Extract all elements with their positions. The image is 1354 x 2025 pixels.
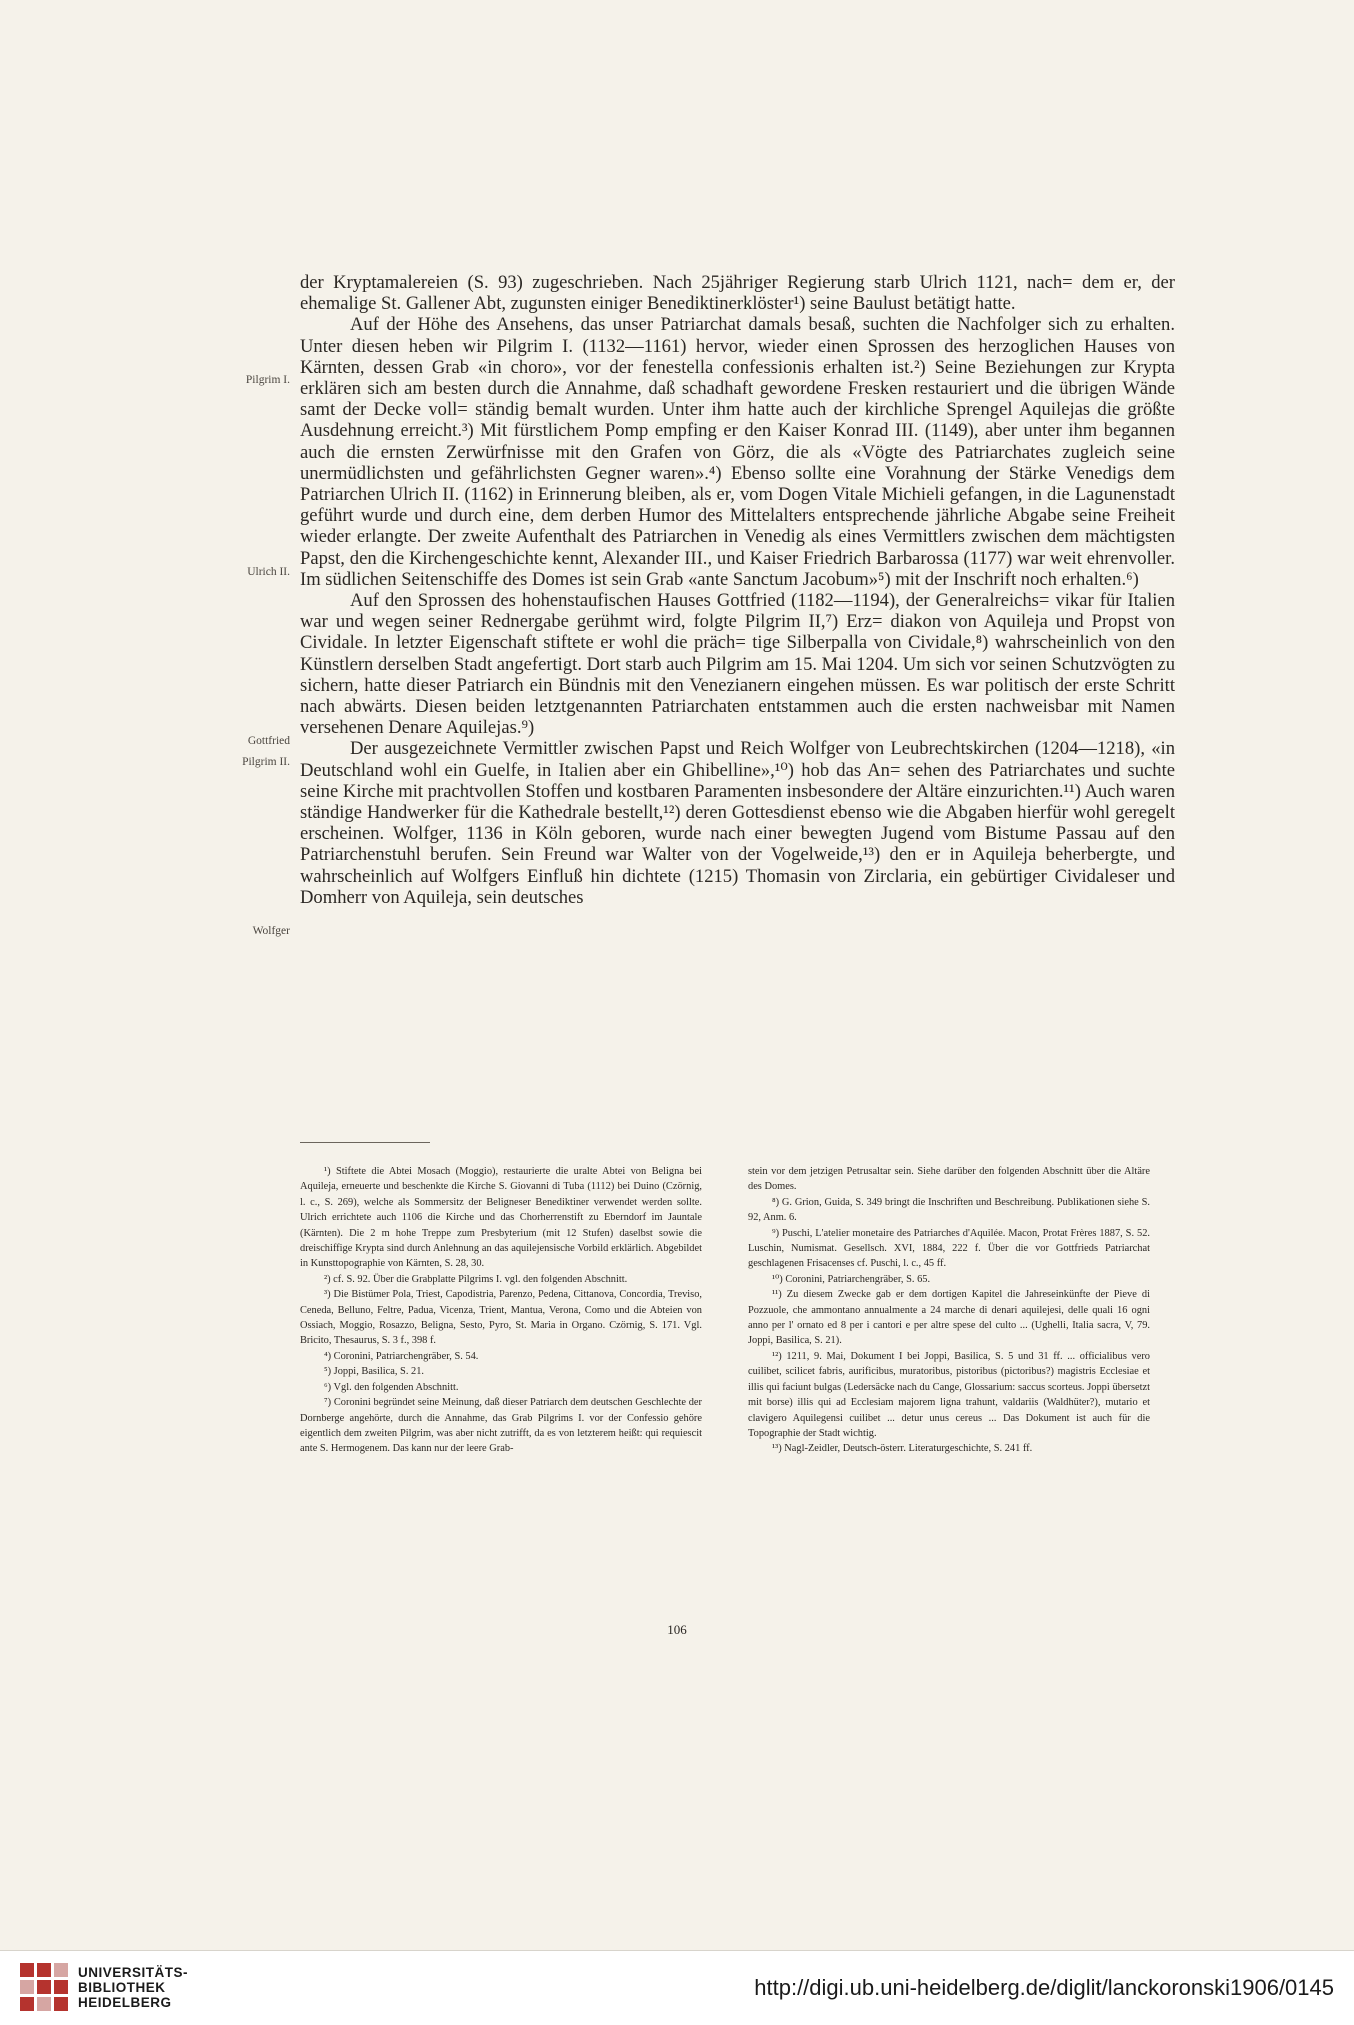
footnote: ¹¹) Zu diesem Zwecke gab er dem dortigen Kapitel die Jahreseinkünfte der Pieve di Pozzuole, che ammontano annualmente a 24 marche di denari aquilejesi, delle quali 16 ogni anno per l' ornato ed 8 per i cantori e per altre spese del culto ... (Ughelli, Italia sacra, V, 79. Joppi, Basilica, S. 21).	[748, 1289, 1150, 1347]
footnotes-left-column	[300, 1164, 702, 1457]
footnote: ¹³) Nagl-Zeidler, Deutsch-österr. Literaturgeschichte, S. 241 ff.	[772, 1443, 1033, 1455]
body-paragraph: der Kryptamalereien (S. 93) zugeschrieben. Nach 25jähriger Regierung starb Ulrich 1121, nach= dem er, der ehemalige St. Gallener Abt, zugunsten einiger Benediktinerklöster¹) seine Baulust betätigt hatte.	[300, 272, 1175, 315]
footnote: ⁴) Coronini, Patriarchengräber, S. 54.	[324, 1350, 479, 1362]
document-url-link[interactable]: http://digi.ub.uni-heidelberg.de/diglit/lanckoronski1906/0145	[754, 1975, 1334, 2000]
footnote: ¹²) 1211, 9. Mai, Dokument I bei Joppi, Basilica, S. 5 und 31 ff. ... officialibus vero cuilibet, scilicet fabris, aurificibus, muratoribus, pistoribus (pictoribus?) magistris Ecclesiae et illis qui faciunt bulgas (Ledersäcke nach du Cange, Glossarium: saccus scorteus. Joppi übersetzt mit borse) illis qui ad Ecclesiam majorem ligna trahunt, valdariis (Waldhüter?), mutario et clavigero Aquilegensi cuilibet ... detur unus cereus ... Das Dokument ist auch für die Topographie der Stadt wichtig.	[748, 1350, 1150, 1439]
footnote: ¹⁰) Coronini, Patriarchengräber, S. 65.	[772, 1273, 931, 1285]
footnote: ²) cf. S. 92. Über die Grabplatte Pilgrims I. vgl. den folgenden Abschnitt.	[324, 1273, 628, 1285]
footnote: ⁷) Coronini begründet seine Meinung, daß dieser Patriarch dem deutschen Geschlechte der Dornberge angehörte, durch die Annahme, das Grab Pilgrims I. vor der Confessio gehöre eigentlich dem zweiten Pilgrim, was aber nicht zutrifft, da es von letzterem heißt: qui requiescit ante S. Hermogenem. Das kann nur der leere Grab-	[300, 1397, 702, 1455]
library-name[interactable]	[78, 1965, 188, 2010]
footer-bar	[0, 1950, 1354, 2025]
margin-note-wolfger: Wolfger	[252, 925, 290, 937]
footnote: stein vor dem jetzigen Petrusaltar sein. Siehe darüber den folgenden Abschnitt über die Altäre des Domes.	[748, 1166, 1150, 1193]
body-paragraph: Auf der Höhe des Ansehens, das unser Patriarchat damals besaß, suchten die Nachfolger sich zu erhalten. Unter diesen heben wir Pilgrim I. (1132—1161) hervor, wieder einen Sprossen des herzoglichen Hauses von Kärnten, dessen Grab «in choro», vor der fenestella confessionis erhalten ist.²) Seine Beziehungen zur Krypta erklären sich am besten durch die Annahme, daß schadhaft gewordene Fresken restauriert und die übrigen Wände samt der Decke voll= ständig bemalt wurden. Unter ihm hatte auch der kirchliche Sprengel Aquilejas die größte Ausdehnung erreicht.³) Mit fürstlichem Pomp empfing er den Kaiser Konrad III. (1149), aber unter ihm begannen auch die ernsten Zerwürfnisse mit den Grafen von Görz, die als «Vögte des Patriarchates zugleich seine unermüdlichsten und gefährlichsten Gegner waren».⁴) Ebenso sollte eine Vorahnung der Stärke Venedigs dem Patriarchen Ulrich II. (1162) in Erinnerung bleiben, als er, vom Dogen Vitale Michieli gefangen, in die Lagunenstadt geführt wurde und durch eine, dem derben Humor des Mittelalters entsprechende jährliche Abgabe seine Freiheit wieder erlangte. Der zweite Aufenthalt des Patriarchen in Venedig als eines Vermittlers zwischen dem mächtigsten Papst, den die Kirchengeschichte kennt, Alexander III., und Kaiser Friedrich Barbarossa (1177) war weit ehrenvoller. Im südlichen Seitenschiffe des Domes ist sein Grab «ante Sanctum Jacobum»⁵) mit der Inschrift noch erhalten.⁶)	[300, 314, 1175, 590]
footnote: ¹) Stiftete die Abtei Mosach (Moggio), restaurierte die uralte Abtei von Beligna bei Aquileja, erneuerte und beschenkte die Kirche S. Giovanni di Tuba (1112) bei Duino (Czörnig, l. c., S. 269), welche als Sommersitz der Beligneser Benediktiner verwendet werden sollte. Ulrich errichtete auch 1106 die Kirche und das Chorherrenstift zu Eberndorf im Jauntale (Kärnten). Die 2 m hohe Treppe zum Presbyterium (mit 12 Stufen) daselbst sowie die dreischiffige Krypta sind durch Anlehnung an das aquilejensische Vorbild erklärlich. Abgebildet in Kunsttopographie von Kärnten, S. 28, 30.	[300, 1166, 702, 1270]
footnote: ³) Die Bistümer Pola, Triest, Capodistria, Parenzo, Pedena, Cittanova, Concordia, Treviso, Ceneda, Belluno, Feltre, Padua, Vicenza, Trient, Mantua, Verona, Como und die Abteien von Ossiach, Moggio, Rosazzo, Beligna, Sesto, Pyro, St. Maria in Organo. Czörnig, S. 171. Vgl. Bricito, Thesaurus, S. 3 f., 398 f.	[300, 1289, 702, 1347]
main-text	[300, 272, 1175, 908]
margin-note-ulrich-ii: Ulrich II.	[247, 566, 290, 578]
footnote: ⁵) Joppi, Basilica, S. 21.	[324, 1366, 425, 1378]
university-library-logo-icon[interactable]	[20, 1963, 68, 2011]
page-number: 106	[667, 1622, 687, 1637]
margin-note-pilgrim-ii: Pilgrim II.	[242, 756, 290, 768]
footnotes-right-column	[748, 1164, 1150, 1457]
margin-note-pilgrim-i: Pilgrim I.	[245, 374, 290, 386]
footnote: ⁹) Puschi, L'atelier monetaire des Patriarches d'Aquilée. Macon, Protat Frères 1887, S. 52. Luschin, Numismat. Gesellsch. XVI, 1884, 222 f. Über die vor Gottfrieds Patriarchat geschlagenen Frisacenses cf. Puschi, l. c., 45 ff.	[748, 1227, 1150, 1270]
footnote-divider	[300, 1142, 430, 1143]
library-name-line: HEIDELBERG	[78, 1995, 172, 2010]
library-name-line: BIBLIOTHEK	[78, 1980, 166, 1995]
body-paragraph: Auf den Sprossen des hohenstaufischen Hauses Gottfried (1182—1194), der Generalreichs= vikar für Italien war und wegen seiner Rednergabe gerühmt wird, folgte Pilgrim II,⁷) Erz= diakon von Aquileja und Propst von Cividale. In letzter Eigenschaft stiftete er wohl die präch= tige Silberpalla von Cividale,⁸) wahrscheinlich von den Künstlern derselben Stadt angefertigt. Dort starb auch Pilgrim am 15. Mai 1204. Um sich vor seinen Schutzvögten zu sichern, hatte dieser Patriarch ein Bündnis mit den Venezianern eingehen müssen. Es war politisch der erste Schritt nach abwärts. Diesen beiden letztgenannten Patriarchaten entstammen auch die ersten nachweisbar mit Namen versehenen Denare Aquilejas.⁹)	[300, 590, 1175, 739]
footnote: ⁶) Vgl. den folgenden Abschnitt.	[324, 1381, 459, 1393]
library-name-line: UNIVERSITÄTS-	[78, 1965, 189, 1980]
body-paragraph: Der ausgezeichnete Vermittler zwischen Papst und Reich Wolfger von Leubrechtskirchen (1204—1218), «in Deutschland wohl ein Guelfe, in Italien aber ein Ghibelline»,¹⁰) hob das An= sehen des Patriarchates und suchte seine Kirche mit prachtvollen Stoffen und kostbaren Paramenten insbesondere der Altäre einzurichten.¹¹) Auch waren ständige Handwerker für die Kathedrale bestellt,¹²) deren Gottesdienst ebenso wie die Abgaben hierfür wohl geregelt erscheinen. Wolfger, 1136 in Köln geboren, wurde nach einer bewegten Jugend vom Bistume Passau auf den Patriarchenstuhl berufen. Sein Freund war Walter von der Vogelweide,¹³) den er in Aquileja beherbergte, und wahrscheinlich auf Wolfgers Einfluß hin dichtete (1215) Thomasin von Zirclaria, ein gebürtiger Cividaleser und Domherr von Aquileja, sein deutsches	[300, 738, 1175, 908]
footnote: ⁸) G. Grion, Guida, S. 349 bringt die Inschriften und Beschreibung. Publikationen siehe S. 92, Anm. 6.	[748, 1196, 1150, 1224]
margin-note-gottfried: Gottfried	[247, 735, 290, 747]
